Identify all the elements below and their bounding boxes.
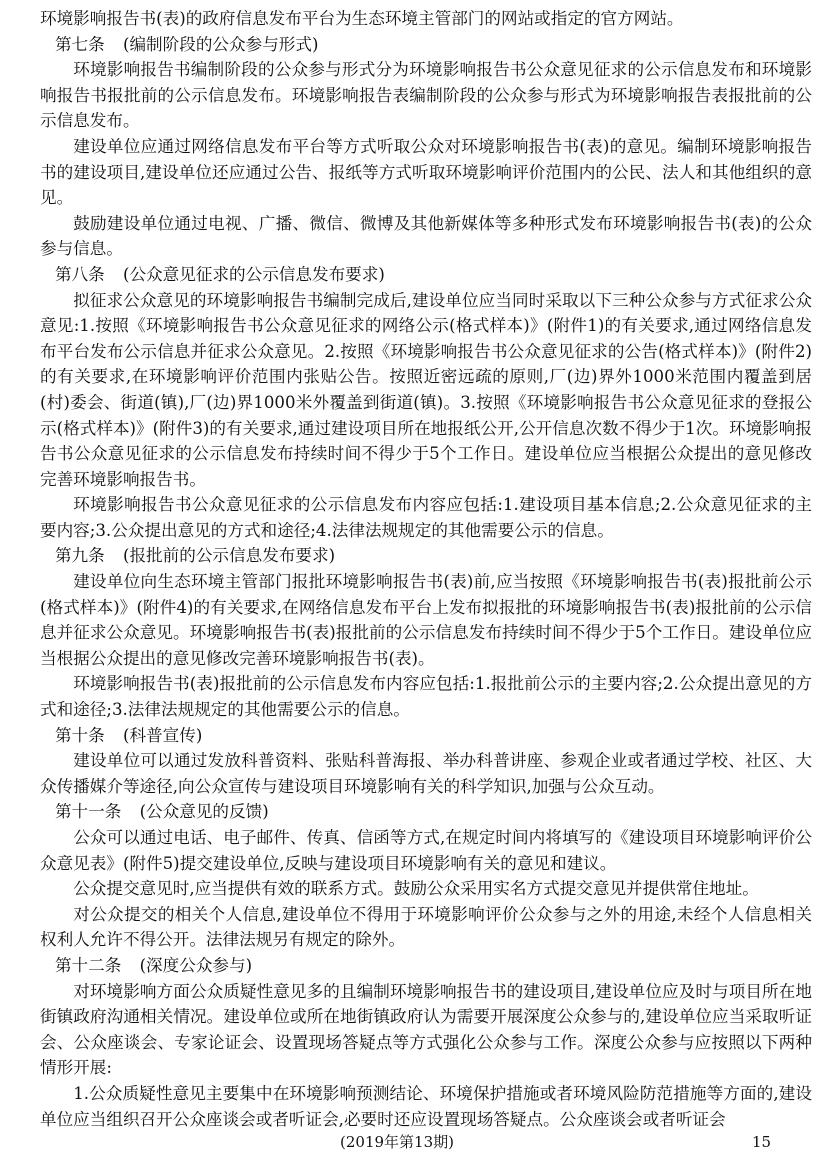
- article-number: 第十条: [54, 725, 105, 745]
- article-heading: [40, 262, 812, 288]
- article-title: (公众意见征求的公示信息发布要求): [122, 264, 385, 284]
- paragraph: 环境影响报告书(表)的政府信息发布平台为生态环境主管部门的网站或指定的官方网站。: [40, 9, 684, 28]
- paragraph: 环境影响报告书编制阶段的公众参与形式分为环境影响报告书公众意见征求的公示信息发布和环境影响报告书报批前的公示信息发布。环境影响报告表编制阶段的公众参与形式为环境影响报告表报批前的公示信息发布。: [40, 60, 812, 131]
- article-heading: [40, 543, 812, 569]
- article-title: (报批前的公示信息发布要求): [122, 546, 336, 566]
- article-number: 第十一条: [54, 802, 122, 822]
- document-page: [40, 6, 812, 1132]
- paragraph: 环境影响报告书(表)报批前的公示信息发布内容应包括:1.报批前公示的主要内容;2.公众提出意见的方式和途径;3.法律法规规定的其他需要公示的信息。: [40, 674, 812, 720]
- paragraph: 对环境影响方面公众质疑性意见多的且编制环境影响报告书的建设项目,建设单位应及时与项目所在地街镇政府沟通相关情况。建设单位或所在地街镇政府认为需要开展深度公众参与的,建设单位应当采取听证会、公众座谈会、专家论证会、设置现场答疑点等方式强化公众参与工作。深度公众参与应按照以下两种情形开展:: [40, 981, 812, 1078]
- paragraph: 公众提交意见时,应当提供有效的联系方式。鼓励公众采用实名方式提交意见并提供常住地址。: [73, 879, 759, 899]
- paragraph: 建设单位可以通过发放科普资料、张贴科普海报、举办科普讲座、参观企业或者通过学校、社区、大众传播媒介等途径,向公众宣传与建设项目环境影响有关的科学知识,加强与公众互动。: [40, 751, 812, 796]
- article-number: 第七条: [54, 34, 105, 54]
- article-heading: [40, 723, 812, 749]
- article-title: (公众意见的反馈): [139, 802, 269, 822]
- paragraph: 对公众提交的相关个人信息,建设单位不得用于环境影响评价公众参与之外的用途,未经个人信息相关权利人允许不得公开。法律法规另有规定的除外。: [40, 904, 812, 950]
- article-heading: [40, 32, 812, 58]
- paragraph: 鼓励建设单位通过电视、广播、微信、微博及其他新媒体等多种形式发布环境影响报告书(表)的公众参与信息。: [40, 213, 812, 259]
- paragraph: 环境影响报告书公众意见征求的公示信息发布内容应包括:1.建设项目基本信息;2.公众意见征求的主要内容;3.公众提出意见的方式和途径;4.法律法规规定的其他需要公示的信息。: [40, 495, 812, 540]
- article-title: (科普宣传): [122, 725, 203, 745]
- article-heading: [40, 799, 812, 825]
- paragraph: 1.公众质疑性意见主要集中在环境影响预测结论、环境保护措施或者环境风险防范措施等方面的,建设单位应当组织召开公众座谈会或者听证会,必要时还应设置现场答疑点。公众座谈会或者听证会: [40, 1083, 812, 1129]
- page-number: 15: [752, 1133, 772, 1151]
- article-number: 第九条: [54, 546, 105, 566]
- issue-label: (2019年第13期): [340, 1133, 454, 1151]
- paragraph: 建设单位应通过网络信息发布平台等方式听取公众对环境影响报告书(表)的意见。编制环境影响报告书的建设项目,建设单位还应通过公告、报纸等方式听取环境影响评价范围内的公民、法人和其他组织的意见。: [40, 136, 812, 208]
- paragraph: 拟征求公众意见的环境影响报告书编制完成后,建设单位应当同时采取以下三种公众参与方式征求公众意见:1.按照《环境影响报告书公众意见征求的网络公示(格式样本)》(附件1)的有关要求,通过网络信息发布平台发布公示信息并征求公众意见。2.按照《环境影响报告书公众意见征求的公告(格式样本)》(附件2)的有关要求,在环境影响评价范围内张贴公告。按照近密远疏的原则,厂(边)界外1000米范围内覆盖到居(村)委会、街道(镇),厂(边)界1000米外覆盖到街道(镇)。3.按照《环境影响报告书公众意见征求的登报公示(格式样本)》(附件3)的有关要求,通过建设项目所在地报纸公开,公开信息次数不得少于1次。环境影响报告书公众意见征求的公示信息发布持续时间不得少于5个工作日。建设单位应当根据公众提出的意见修改完善环境影响报告书。: [40, 290, 812, 489]
- article-heading: [40, 953, 812, 979]
- paragraph: 建设单位向生态环境主管部门报批环境影响报告书(表)前,应当按照《环境影响报告书(表)报批前公示(格式样本)》(附件4)的有关要求,在网络信息发布平台上发布拟报批的环境影响报告书(表)报批前的公示信息并征求公众意见。环境影响报告书(表)报批前的公示信息发布持续时间不得少于5个工作日。建设单位应当根据公众提出的意见修改完善环境影响报告书(表)。: [40, 572, 812, 668]
- article-number: 第八条: [54, 264, 105, 284]
- article-title: (深度公众参与): [139, 955, 253, 975]
- paragraph: 公众可以通过电话、电子邮件、传真、信函等方式,在规定时间内将填写的《建设项目环境影响评价公众意见表》(附件5)提交建设单位,反映与建设项目环境影响有关的意见和建议。: [40, 828, 812, 873]
- article-title: (编制阶段的公众参与形式): [122, 34, 319, 54]
- article-number: 第十二条: [54, 955, 122, 975]
